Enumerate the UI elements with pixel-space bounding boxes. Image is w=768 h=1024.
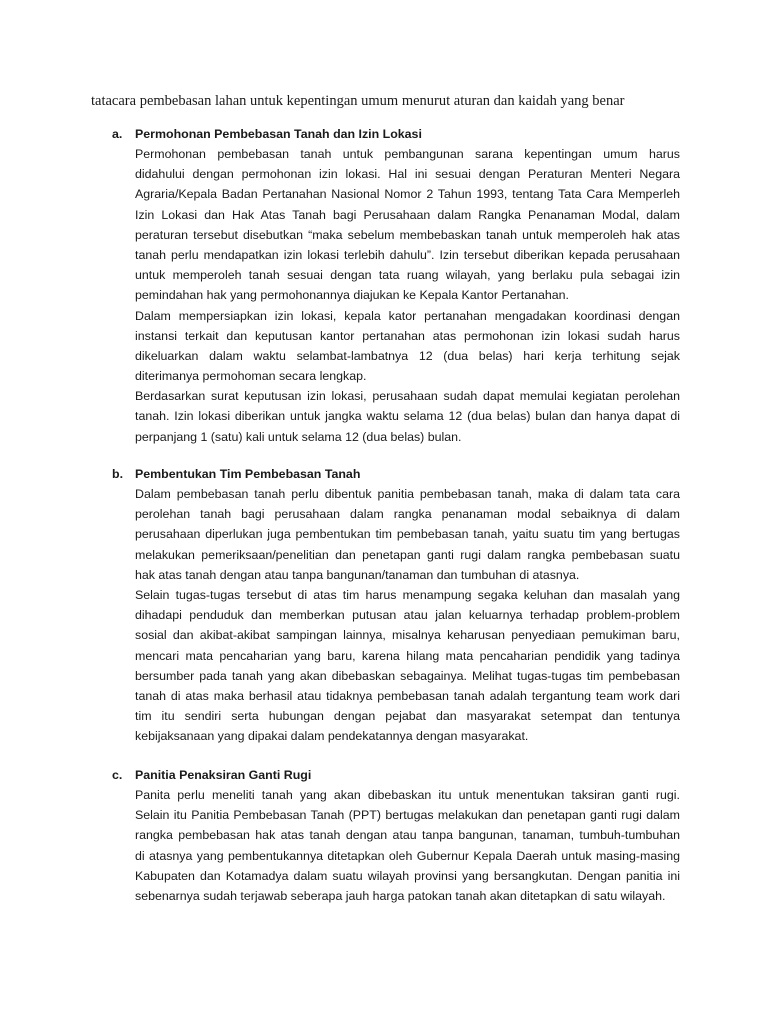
- section-marker: a.: [112, 127, 123, 141]
- text-line: perolehan tanah bagi perusahaan dalam rangka penanaman modal sebaiknya di dalam: [135, 507, 680, 522]
- text-line: instansi terkait dan keputusan kantor pertanahan atas permohonan izin lokasi sudah harus: [135, 328, 680, 343]
- text-line: dikeluarkan dalam waktu selambat-lambatnya 12 (dua belas) hari kerja terhitung sejak: [135, 348, 680, 363]
- text-line: Dalam mempersiapkan izin lokasi, kepala kator pertanahan mengadakan koordinasi dengan: [135, 308, 680, 323]
- paragraph: [135, 484, 680, 585]
- text-line: diterimanya permohoman secara lengkap.: [135, 369, 367, 384]
- paragraph: [135, 785, 680, 906]
- section-heading-text: Panitia Penaksiran Ganti Rugi: [135, 768, 312, 782]
- section-marker: c.: [112, 768, 123, 782]
- text-line: melakukan pemeriksaan/penelitian dan penetapan ganti rugi dalam rangka pembebasan suatu: [135, 547, 680, 562]
- text-line: untuk memperoleh tanah sesuai dengan tata ruang wilayah, yang berlaku pula sebagai izin: [135, 268, 680, 283]
- text-line: tanah. Izin lokasi diberikan untuk jangka waktu selama 12 (dua belas) bulan dan hanya dapat di: [135, 409, 680, 424]
- section-heading: [112, 464, 680, 484]
- section-body: [135, 785, 680, 906]
- text-line: dihadapi penduduk dan memberkan putusan atau jalan keluarnya terhadap problem-problem: [135, 608, 680, 623]
- text-line: perusahaan diperlukan juga pembentukan tim pembebasan tanah, yaitu suatu tim yang bertugas: [135, 527, 680, 542]
- text-line: Berdasarkan surat keputusan izin lokasi, perusahaan sudah dapat memulai kegiatan perolehan: [135, 389, 680, 404]
- text-line: mencari mata pencaharian yang baru, karena hilang mata pencaharian pendidik yang tadinya: [135, 648, 680, 663]
- text-line: Selain tugas-tugas tersebut di atas tim harus menampung segaka keluhan dan masalah yang: [135, 587, 680, 602]
- text-line: tim itu sendiri serta hubungan dengan pejabat dan masyarakat setempat dan tentunya: [135, 709, 680, 724]
- section-body: [135, 144, 680, 447]
- section-b: [112, 464, 680, 746]
- text-line: Panita perlu meneliti tanah yang akan dibebaskan itu untuk menentukan taksiran ganti rugi.: [135, 788, 680, 802]
- paragraph: [135, 386, 680, 447]
- section-c: [112, 765, 680, 906]
- section-body: [135, 484, 680, 746]
- text-line: Izin Lokasi dan Hak Atas Tanah bagi Perusahaan dalam Rangka Penanaman Modal, dalam: [135, 207, 680, 222]
- paragraph: [135, 306, 680, 387]
- section-heading: [112, 124, 680, 144]
- text-line: Kabupaten dan Kotamadya dalam suatu wilayah provinsi yang bersangkutan. Dengan panitia ini: [135, 868, 680, 883]
- text-line: sosial dan akibat-akibat sampingan lainnya, misalnya keharusan penyediaan pemukiman baru,: [135, 628, 680, 643]
- section-heading: [112, 765, 680, 785]
- paragraph: [135, 585, 680, 747]
- section-heading-text: Permohonan Pembebasan Tanah dan Izin Lokasi: [135, 127, 422, 141]
- section-heading-text: Pembentukan Tim Pembebasan Tanah: [135, 467, 361, 481]
- text-line: bersumber pada tanah yang akan dibebaskan sebagainya. Melihat tugas-tugas tim pembebasan: [135, 668, 680, 683]
- text-line: di atasnya yang pembentukannya ditetapkan oleh Gubernur Kepala Daerah untuk masing-masing: [135, 848, 680, 863]
- text-line: tanah perlu mendapatkan izin lokasi terlebih dahulu”. Izin tersebut diberikan kepada perusahaan: [135, 247, 680, 262]
- text-line: tanah di atas maka berhasil atau tidaknya pembebasan tanah adalah tergantung team work dari: [135, 688, 680, 703]
- text-line: Dalam pembebasan tanah perlu dibentuk panitia pembebasan tanah, maka di dalam tata cara: [135, 487, 680, 501]
- document-title: tatacara pembebasan lahan untuk kepentingan umum menurut aturan dan kaidah yang benar: [91, 93, 625, 109]
- text-line: sebenarnya sudah terjawab seberapa jauh harga patokan tanah akan ditetapkan di satu wilayah.: [135, 888, 666, 903]
- text-line: perpanjang 1 (satu) kali untuk selama 12 (dua belas) bulan.: [135, 429, 462, 444]
- text-line: rangka pembebasan hak atas tanah dengan atau tanpa bangunan, tanaman, tumbuh-tumbuhan: [135, 828, 680, 843]
- text-line: Selain itu Panitia Pembebasan Tanah (PPT) bertugas melakukan dan penetapan ganti rugi dalam: [135, 808, 680, 823]
- text-line: pemindahan hak yang permohonannya diajukan ke Kepala Kantor Pertanahan.: [135, 288, 569, 303]
- section-marker: b.: [112, 467, 124, 481]
- section-a: [112, 124, 680, 447]
- text-line: didahului dengan permohonan izin lokasi. Hal ini sesuai dengan Peraturan Menteri Negara: [135, 167, 680, 182]
- text-line: Permohonan pembebasan tanah untuk pembangunan sarana kepentingan umum harus: [135, 147, 680, 161]
- text-line: kebijaksanaan yang dipakai dalam pendekatannya dengan masyarakat.: [135, 729, 529, 744]
- text-line: hak atas tanah dengan atau tanpa bangunan/tanaman dan tumbuhan di atasnya.: [135, 567, 580, 582]
- text-line: Agraria/Kepala Badan Pertanahan Nasional Nomor 2 Tahun 1993, tentang Tata Cara Memperleh: [135, 187, 680, 202]
- text-line: peraturan tersebut disebutkan “maka sebelum membebaskan tanah untuk memperoleh hak atas: [135, 227, 680, 242]
- paragraph: [135, 144, 680, 306]
